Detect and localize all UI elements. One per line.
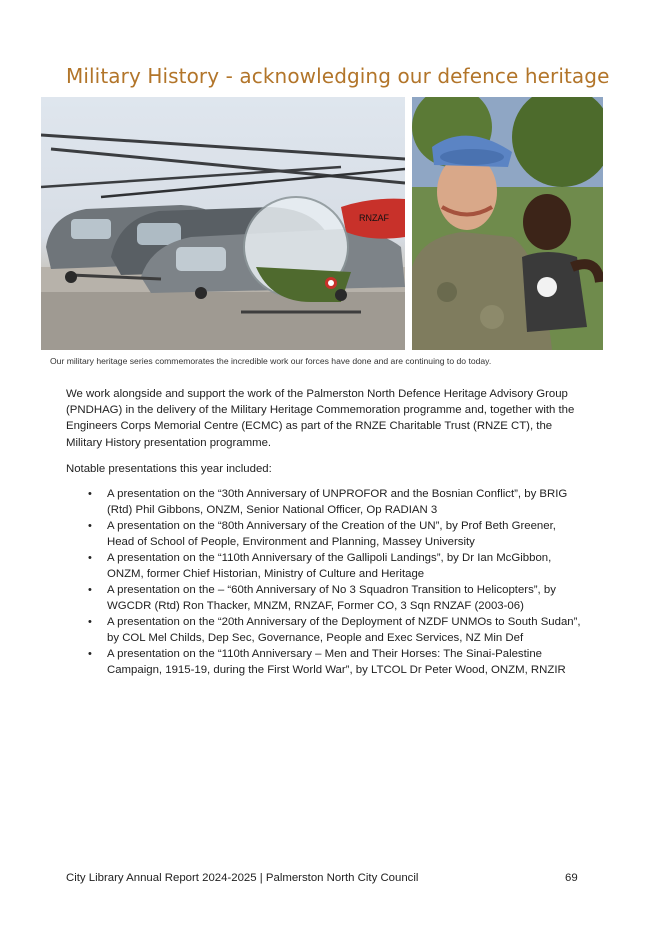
list-item-text: A presentation on the “110th Anniversary – Men and Their Horses: The Sinai-Palestine Campaign, 1915-19, during the First World War”, by LTCOL Dr Peter Wood, ONZM, RNZIR: [107, 648, 566, 676]
svg-text:RNZAF: RNZAF: [359, 213, 389, 223]
bullet-icon: •: [88, 520, 92, 532]
intro-paragraph: We work alongside and support the work of the Palmerston North Defence Heritage Advisory Group (PNDHAG) in the delivery of the Military Heritage Commemoration programme and, together with the Engineers Corps Memorial Centre (ECMC) as part of the RNZE Charitable Trust (RNZE CT), the Military History presentation programme.: [66, 388, 575, 449]
presentations-intro: Notable presentations this year included:: [66, 463, 272, 475]
list-item-text: A presentation on the – “60th Anniversary of No 3 Squadron Transition to Helicopters”, by WGCDR (Rtd) Ron Thacker, MNZM, RNZAF, Former CO, 3 Sqn RNZAF (2003-06): [107, 584, 556, 612]
list-item-text: A presentation on the “30th Anniversary of UNPROFOR and the Bosnian Conflict”, by BRIG (Rtd) Phil Gibbons, ONZM, Senior National Officer, Op RADIAN 3: [107, 488, 568, 516]
presentations-list: [86, 486, 586, 678]
bullet-icon: •: [88, 648, 92, 660]
helicopters-photo: [41, 97, 405, 350]
bullet-icon: •: [88, 552, 92, 564]
footer-report-title: City Library Annual Report 2024-2025 | Palmerston North City Council: [66, 872, 419, 884]
page-number: 69: [565, 872, 578, 884]
soldier-illustration: [412, 97, 603, 350]
soldier-with-child-photo: [412, 97, 603, 350]
list-item: [86, 582, 586, 614]
bullet-icon: •: [88, 488, 92, 500]
list-item: [86, 518, 586, 550]
list-item: [86, 646, 586, 678]
photo-caption: Our military heritage series commemorates the incredible work our forces have done and are continuing to do today.: [50, 356, 492, 366]
bullet-icon: •: [88, 616, 92, 628]
page-title: Military History - acknowledging our defence heritage: [66, 64, 610, 88]
helicopters-illustration: [41, 97, 405, 350]
list-item: [86, 550, 586, 582]
list-item-text: A presentation on the “110th Anniversary of the Gallipoli Landings”, by Dr Ian McGibbon, ONZM, former Chief Historian, Ministry of Culture and Heritage: [107, 552, 552, 580]
list-item: [86, 486, 586, 518]
list-item-text: A presentation on the “80th Anniversary of the Creation of the UN”, by Prof Beth Greener, Head of School of People, Environment and Planning, Massey University: [107, 520, 556, 548]
list-item-text: A presentation on the “20th Anniversary of the Deployment of NZDF UNMOs to South Sudan”, by COL Mel Childs, Dep Sec, Governance, People and Exec Services, NZ Min Def: [107, 616, 581, 644]
list-item: [86, 614, 586, 646]
bullet-icon: •: [88, 584, 92, 596]
